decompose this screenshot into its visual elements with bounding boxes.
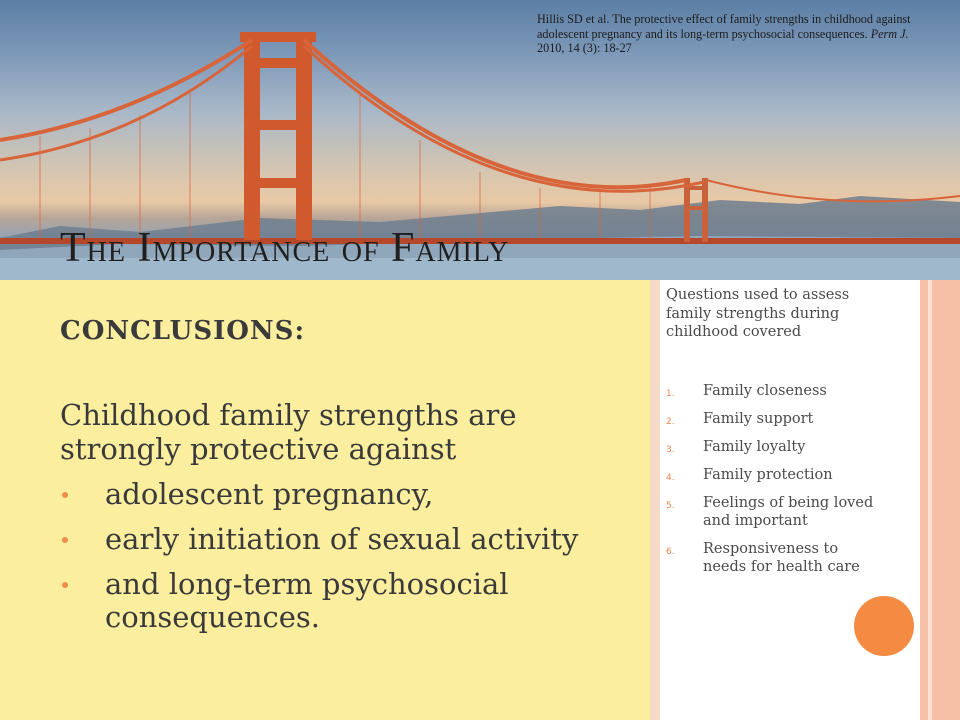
citation-details: 2010, 14 (3): 18-27	[537, 41, 632, 56]
title-word-1-cap: T	[60, 225, 87, 271]
question-number: 5.	[666, 501, 675, 511]
bullet-item	[60, 568, 630, 634]
question-item	[666, 494, 881, 530]
conclusion-bullets	[60, 478, 630, 646]
questions-intro: Questions used to assess family strengths during childhood covered	[666, 287, 850, 340]
title-word-2-rest: MPORTANCE	[152, 237, 331, 268]
question-item	[666, 466, 881, 484]
question-text: Responsiveness to needs for health care	[703, 541, 860, 575]
question-number: 2.	[666, 417, 675, 427]
question-text: Family closeness	[703, 383, 827, 399]
title-word-4-cap: F	[391, 225, 416, 271]
question-item	[666, 438, 881, 456]
bullet-text: early initiation of sexual activity	[105, 522, 579, 556]
decorative-stripe	[920, 280, 928, 720]
bullet-item	[60, 523, 630, 556]
header-banner	[0, 0, 960, 280]
citation-title: The protective effect of family strengths in childhood against adolescent pregnancy and its long-term psychosocial consequences.	[537, 12, 911, 41]
side-panel-divider	[650, 280, 660, 720]
question-number: 6.	[666, 547, 675, 557]
question-number: 3.	[666, 445, 675, 455]
title-word-2-cap: I	[137, 225, 153, 271]
citation-journal: Perm J.	[870, 26, 909, 41]
question-text: Family protection	[703, 467, 833, 483]
bullet-dot-icon	[62, 492, 68, 498]
question-number: 4.	[666, 473, 675, 483]
question-number: 1.	[666, 389, 675, 399]
bullet-item	[60, 478, 630, 511]
questions-list	[666, 382, 881, 586]
bullet-dot-icon	[62, 582, 68, 588]
summary-text: Childhood family strengths are strongly protective against	[60, 398, 517, 466]
question-item	[666, 382, 881, 400]
accent-circle	[854, 596, 914, 656]
citation	[537, 12, 917, 56]
bullet-dot-icon	[62, 537, 68, 543]
decorative-stripe	[932, 280, 960, 720]
question-text: Family support	[703, 411, 814, 427]
title-word-1-rest: HE	[86, 237, 126, 268]
question-item	[666, 410, 881, 428]
question-text: Family loyalty	[703, 439, 806, 455]
question-item	[666, 540, 881, 576]
slide-title	[60, 224, 509, 272]
question-text: Feelings of being loved and important	[703, 495, 874, 529]
citation-authors: Hillis SD et al.	[537, 12, 610, 26]
title-word-3: OF	[341, 237, 380, 268]
title-word-4-rest: AMILY	[415, 237, 510, 268]
bullet-text: and long-term psychosocial consequences.	[105, 567, 509, 634]
conclusions-heading: CONCLUSIONS:	[60, 316, 306, 346]
bullet-text: adolescent pregnancy,	[105, 477, 434, 511]
